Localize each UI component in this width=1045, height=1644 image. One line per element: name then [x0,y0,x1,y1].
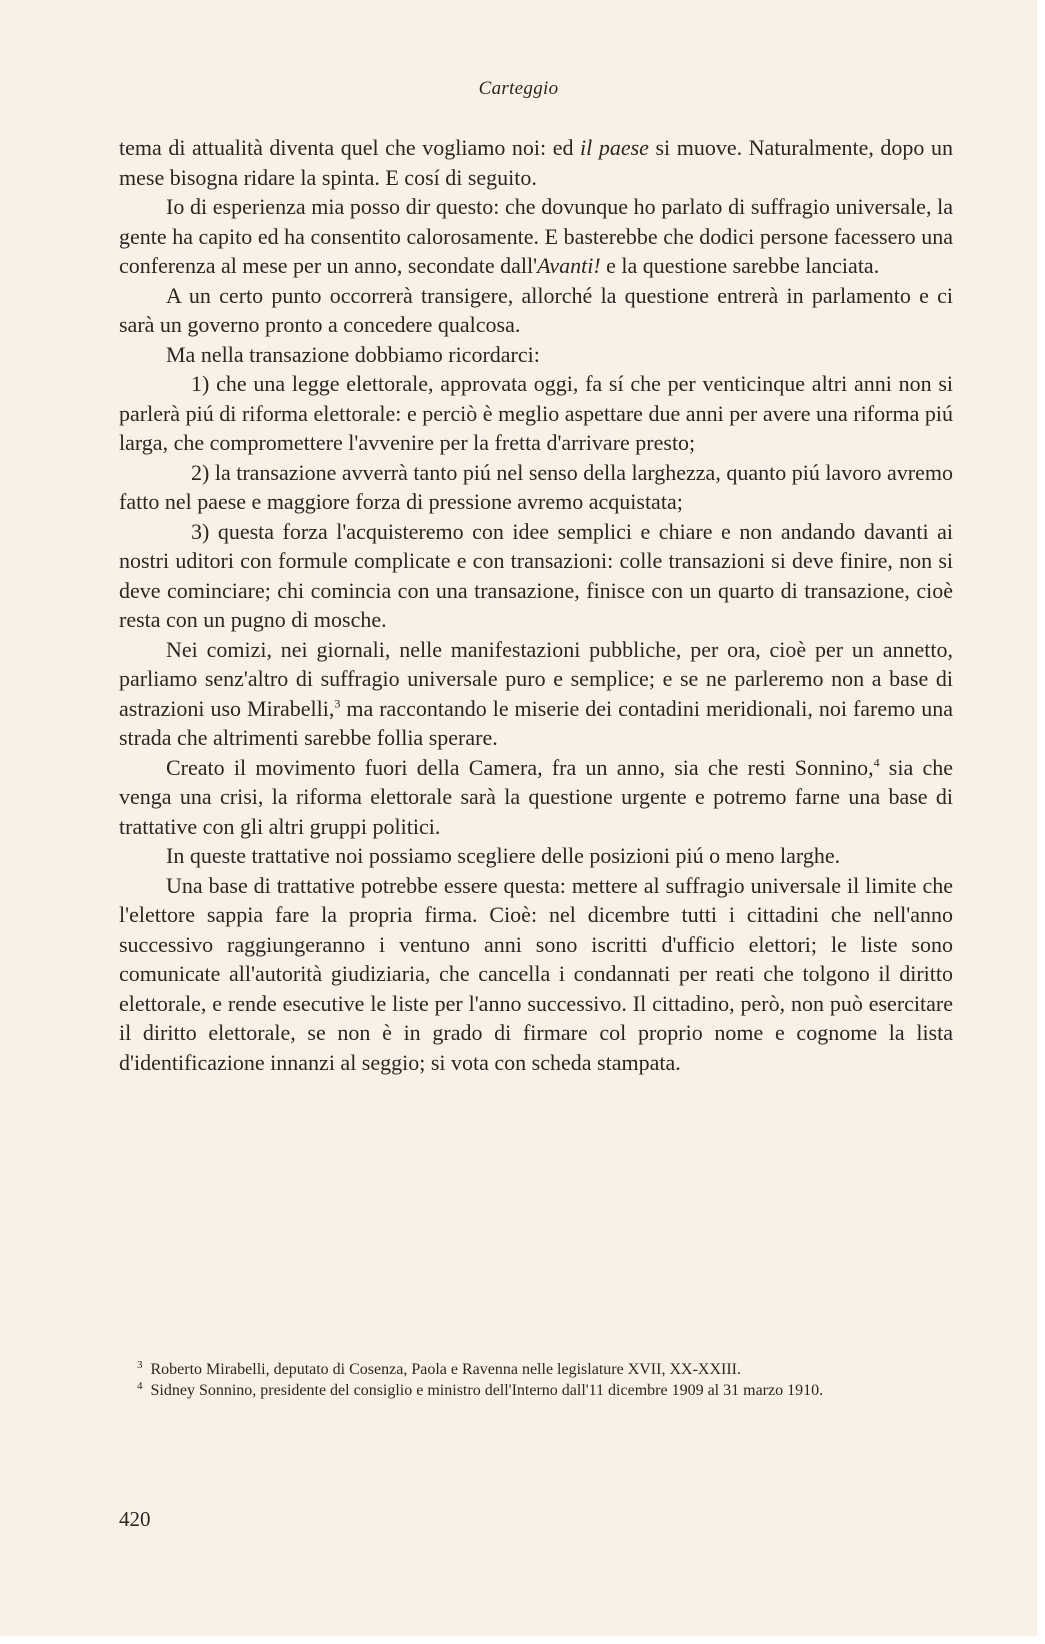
footnotes [119,1359,953,1401]
italic-avanti: Avanti! [537,253,601,278]
italic-il-paese: il paese [580,135,649,160]
paragraph-7: In queste trattative noi possiamo scegliere delle posizioni piú o meno larghe. [166,843,841,868]
paragraph-5: Nei comizi, nei giornali, nelle manifestazioni pubbliche, per ora, cioè per un annetto, parliamo senz'altro di suffragio universale puro e semplice; e se ne parleremo non a base di astrazioni uso Mirabelli,$^3$ ma raccontando le miserie dei contadini meridionali, noi faremo una strada che altrimenti sarebbe follia sperare. [119,636,953,750]
list-item-3: 3) questa forza l'acquisteremo con idee semplici e chiare e non andando davanti ai nostri uditori con formule complicate e con transazioni: colle transazioni si deve finire, non si deve cominciare; chi comincia con una transazione, finisce con un quarto di transazione, cioè resta con un pugno di mosche. [119,518,953,632]
footnote-4: $^4$ Sidney Sonnino, presidente del consiglio e ministro dell'Interno dall'11 dicembre 1909 al 31 marzo 1910. [137,1379,824,1399]
paragraph-2: Io di esperienza mia posso dir questo: che dovunque ho parlato di suffragio universale, la gente ha capito ed ha consentito calorosamente. E basterebbe che dodici persone facessero una conferenza al mese per un anno, secondate dall'Avanti! e la questione sarebbe lanciata. [119,194,953,278]
paragraph-3: A un certo punto occorrerà transigere, allorché la questione entrerà in parlamento e ci sarà un governo pronto a concedere qualcosa. [119,282,953,337]
list-item-1: 1) che una legge elettorale, approvata oggi, fa sí che per venticinque altri anni non si parlerà piú di riforma elettorale: e perciò è meglio aspettare due anni per avere una riforma piú larga, che compromettere l'avvenire per la fretta d'arrivare presto; [119,371,953,455]
paragraph-4: Ma nella transazione dobbiamo ricordarci: [166,341,540,367]
body-text [119,133,953,1077]
paragraph-8: Una base di trattative potrebbe essere questa: mettere al suffragio universale il limite che l'elettore sappia fare la propria firma. Cioè: nel dicembre tutti i cittadini che nell'anno successivo raggiungeranno i ventuno anni sono iscritti d'ufficio elettori; le liste sono comunicate all'autorità giudiziaria, che cancella i condannati per reati che tolgono il diritto elettorale, e rende esecutive le liste per l'anno successivo. Il cittadino, però, non può esercitare il diritto elettorale, se non è in grado di firmare col proprio nome e cognome la lista d'identificazione innanzi al seggio; si vota con scheda stampata. [119,872,953,1075]
footnote-ref-3[interactable]: 3 [334,696,341,711]
running-head: Carteggio [478,78,559,99]
footnote-ref-4[interactable]: 4 [873,755,880,770]
footnote-3: $^3$ Roberto Mirabelli, deputato di Cosenza, Paola e Ravenna nelle legislature XVII, XX-XXIII. [137,1358,741,1378]
page-number: 420 [119,1507,151,1531]
paragraph-1: tema di attualità diventa quel che vogliamo noi: ed il paese si muove. Naturalmente, dopo un mese bisogna ridare la spinta. E cosí di seguito. [119,135,953,190]
paragraph-6: Creato il movimento fuori della Camera, fra un anno, sia che resti Sonnino,$^4$ sia che venga una crisi, la riforma elettorale sarà la questione urgente e potremo farne una base di trattative con gli altri gruppi politici. [119,754,953,839]
list-item-2: 2) la transazione avverrà tanto piú nel senso della larghezza, quanto piú lavoro avremo fatto nel paese e maggiore forza di pressione avremo acquistata; [119,459,953,514]
